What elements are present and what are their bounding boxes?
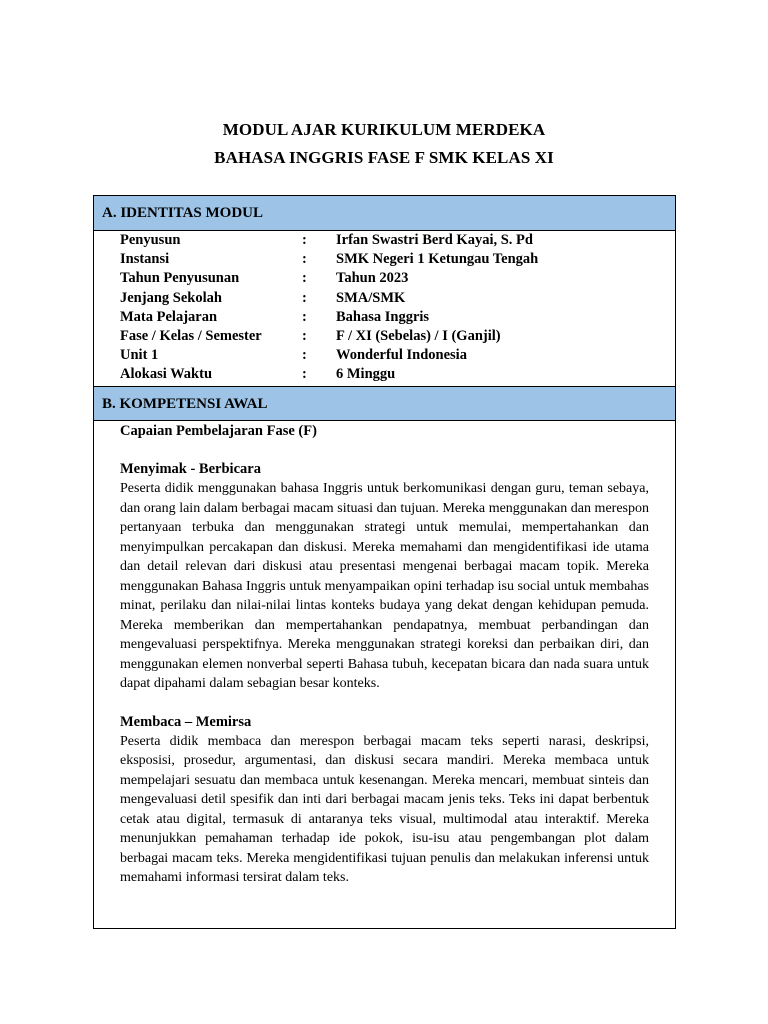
identity-colon: : <box>302 251 307 268</box>
document-title <box>0 116 768 172</box>
identity-value: SMK Negeri 1 Ketungau Tengah <box>336 251 539 268</box>
identity-value: Tahun 2023 <box>336 270 409 287</box>
spacer <box>120 694 649 713</box>
identity-row <box>120 289 675 308</box>
title-line-1: MODUL AJAR KURIKULUM MERDEKA <box>222 120 546 139</box>
identity-row <box>120 250 675 269</box>
identity-label: Jenjang Sekolah <box>120 289 222 306</box>
identity-label: Tahun Penyusunan <box>120 270 240 287</box>
identity-rows <box>94 231 675 386</box>
identity-colon: : <box>302 289 307 306</box>
spacer <box>120 441 649 460</box>
title-line-2: BAHASA INGGRIS FASE F SMK KELAS XI <box>214 148 554 167</box>
identity-colon: : <box>302 366 307 383</box>
identity-label: Penyusun <box>120 232 181 248</box>
identity-label: Instansi <box>120 251 170 268</box>
identity-value: SMA/SMK <box>336 289 406 306</box>
identity-colon: : <box>302 347 307 364</box>
identity-row <box>120 327 675 346</box>
menyimak-heading: Menyimak - Berbicara <box>120 461 261 477</box>
identity-value: Wonderful Indonesia <box>336 347 467 364</box>
section-a-header: A. IDENTITAS MODUL <box>94 196 675 231</box>
identity-row <box>120 346 675 365</box>
identity-label: Mata Pelajaran <box>120 308 218 325</box>
capaian-heading: Capaian Pembelajaran Fase (F) <box>120 423 317 439</box>
identity-label: Alokasi Waktu <box>120 366 213 383</box>
identity-label: Fase / Kelas / Semester <box>120 327 262 344</box>
identity-colon: : <box>302 270 307 287</box>
competency-body <box>94 422 675 928</box>
identity-colon: : <box>302 232 307 248</box>
identity-value: Bahasa Inggris <box>336 308 430 325</box>
section-b-header: B. KOMPETENSI AWAL <box>94 386 675 421</box>
module-table <box>93 195 676 929</box>
identity-row <box>120 308 675 327</box>
identity-colon: : <box>302 308 307 325</box>
identity-row <box>120 365 675 384</box>
membaca-paragraph: Peserta didik membaca dan merespon berbagai macam teks seperti narasi, deskripsi, eksposisi, prosedur, argumentasi, dan diskusi secara mandiri. Mereka membaca untuk mempelajari sesuatu dan membaca untuk kesenangan. Mereka mencari, membuat sinteis dan mengevaluasi detil spesifik dan inti dari berbagai macam jenis teks. Teks ini dapat berbentuk cetak atau digital, termasuk di antaranya teks visual, multimodal atau interaktif. Mereka menunjukkan pemahaman terhadap ide pokok, isu-isu atau pengembangan plot dalam berbagai macam teks. Mereka mengidentifikasi tujuan penulis dan melakukan inferensi untuk memahami informasi tersirat dalam teks. <box>120 733 649 885</box>
identity-row <box>120 269 675 288</box>
identity-colon: : <box>302 327 307 344</box>
menyimak-paragraph: Peserta didik menggunakan bahasa Inggris untuk berkomunikasi dengan guru, teman sebaya, dan orang lain dalam berbagai macam situasi dan tujuan. Mereka menggunakan dan merespon pertanyaan terbuka dan menggunakan strategi untuk memulai, mempertahankan dan menyimpulkan percakapan dan diskusi. Mereka memahami dan mengidentifikasi ide utama dan detail relevan dari diskusi atau presentasi mengenai berbagai macam topik. Mereka menggunakan Bahasa Inggris untuk menyampaikan opini terhadap isu social untuk membahas minat, perilaku dan nilai-nilai lintas konteks budaya yang dekat dengan kehidupan pemuda. Mereka memberikan dan mempertahankan pendapatnya, membuat perbandingan dan mengevaluasi perspektifnya. Mereka menggunakan strategi koreksi dan perbaikan diri, dan menggunakan elemen nonverbal seperti Bahasa tubuh, kecepatan bicara dan nada suara untuk dapat dipahami dalam sebagian besar konteks. <box>120 481 649 691</box>
identity-row <box>120 231 675 250</box>
identity-label: Unit 1 <box>120 347 159 364</box>
identity-value: F / XI (Sebelas) / I (Ganjil) <box>336 327 501 344</box>
membaca-heading: Membaca – Memirsa <box>120 713 252 730</box>
identity-value: 6 Minggu <box>336 366 396 383</box>
identity-value: Irfan Swastri Berd Kayai, S. Pd <box>336 232 533 248</box>
